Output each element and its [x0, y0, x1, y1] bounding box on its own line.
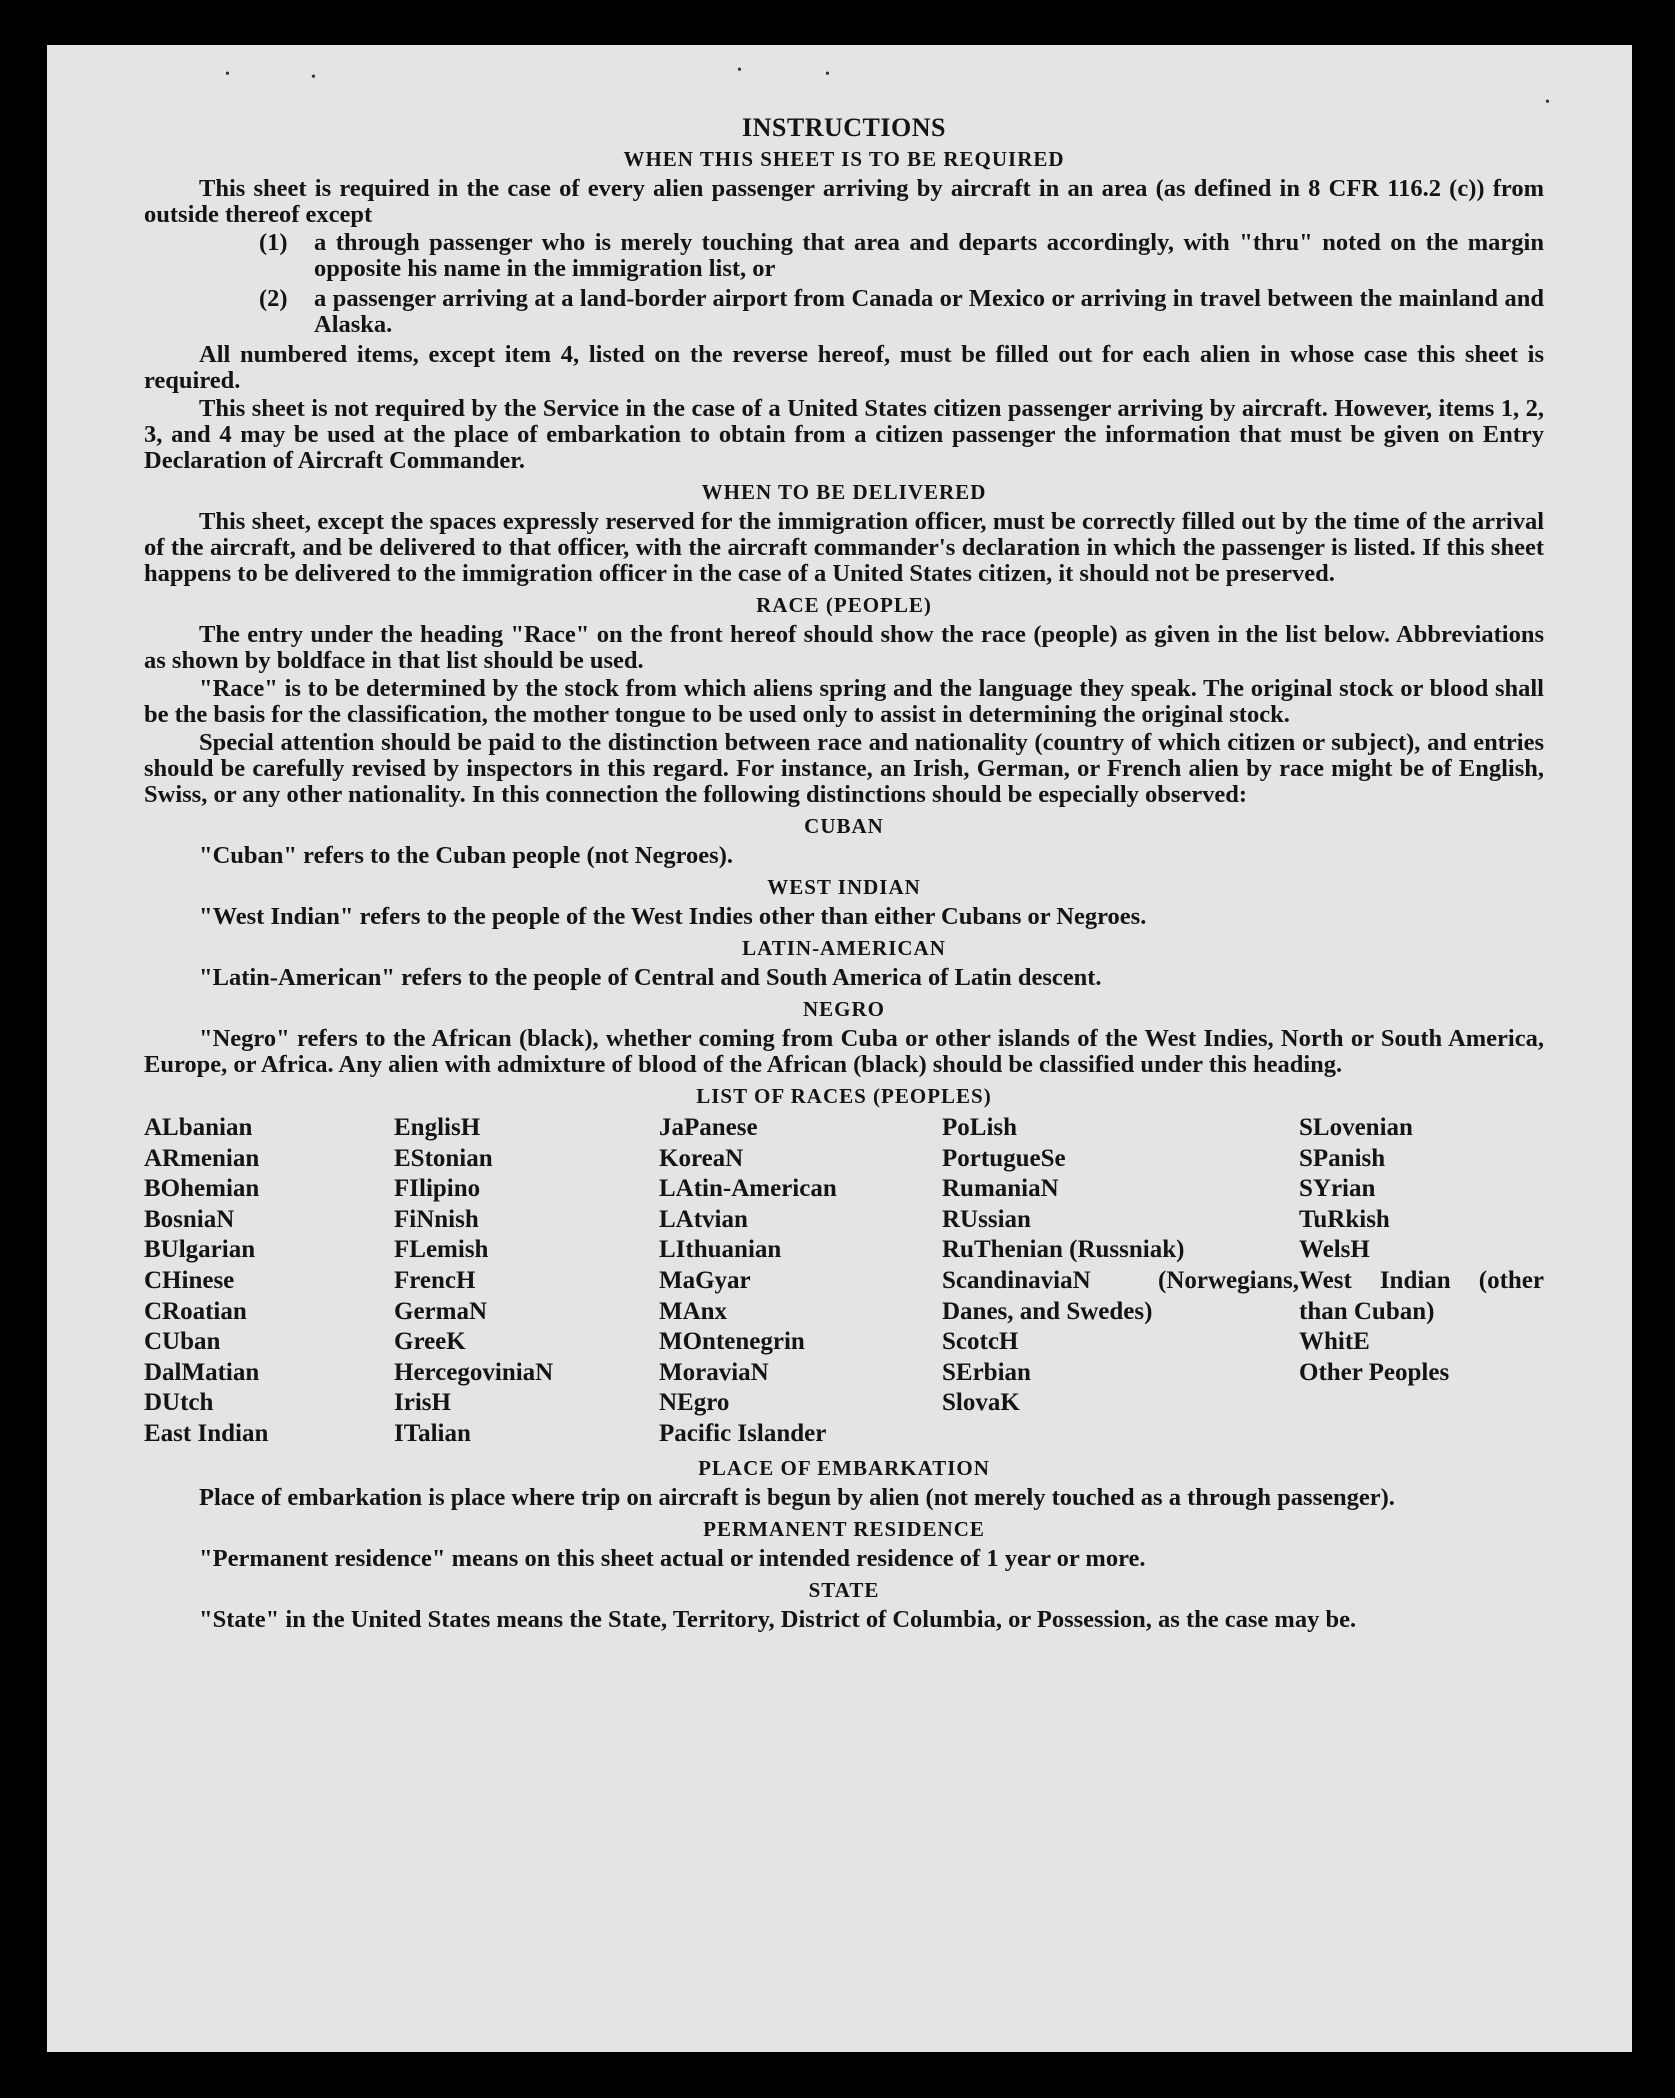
permanent-residence-text: "Permanent residence" means on this sheet actual or intended residence of 1 year or more. — [199, 1544, 1146, 1572]
latin-american-heading: LATIN-AMERICAN — [742, 936, 946, 960]
race-entry: MOntenegrin — [659, 1328, 805, 1356]
race-entry: EStonian — [394, 1144, 493, 1172]
race-entry: EnglisH — [394, 1114, 481, 1141]
races-list — [144, 1113, 1544, 1450]
race-entry: GreeK — [394, 1328, 466, 1356]
ink-speck: • — [225, 67, 230, 82]
race-entry: ITalian — [394, 1419, 471, 1447]
citizen-paragraph: This sheet is not required by the Service in the case of a United States citizen passenger arriving by aircraft. However, items 1, 2, 3, and 4 may be used at the place of embarkation to obtain from a citizen passenger the information that must be given on Entry Declaration of Aircraft Commander. — [144, 395, 1544, 474]
race-entry: BUlgarian — [144, 1236, 256, 1264]
race-entry: GermaN — [394, 1297, 488, 1325]
cuban-text: "Cuban" refers to the Cuban people (not Negroes). — [199, 842, 733, 869]
race-entry: ScotcH — [942, 1328, 1019, 1356]
race-entry: BosniaN — [144, 1205, 235, 1233]
ink-speck: • — [737, 63, 742, 78]
race-entry: CHinese — [144, 1266, 235, 1294]
race-paragraph-2: "Race" is to be determined by the stock from which aliens spring and the language they speak. The original stock or blood shall be the basis for the classification, the mother tongue to be used only to assist in determining the original stock. — [144, 675, 1544, 728]
races-column-4 — [942, 1113, 1299, 1450]
list-of-races-heading: LIST OF RACES (PEOPLES) — [696, 1084, 992, 1108]
document-page — [47, 45, 1632, 2052]
race-entry: ARmenian — [144, 1144, 260, 1172]
race-entry: West Indian (other than Cuban) — [1299, 1266, 1544, 1325]
west-indian-text: "West Indian" refers to the people of the West Indies other than either Cubans or Negroes. — [199, 903, 1147, 930]
race-heading: RACE (PEOPLE) — [756, 593, 932, 617]
race-entry: IrisH — [394, 1389, 451, 1417]
cuban-heading: CUBAN — [804, 814, 884, 838]
race-entry: SLovenian — [1299, 1114, 1413, 1141]
race-entry: ALbanian — [144, 1114, 253, 1141]
race-entry: HercegoviniaN — [394, 1358, 554, 1386]
race-entry: RuThenian (Russniak) — [942, 1236, 1185, 1264]
ink-speck: • — [825, 67, 830, 82]
races-column-5 — [1299, 1113, 1544, 1450]
when-delivered-text: This sheet, except the spaces expressly reserved for the immigration officer, must be correctly filled out by the time of the arrival of the aircraft, and be delivered to that officer, with the aircraft commander's declaration in which the passenger is listed. If this sheet happens to be delivered to the immigration officer in the case of a United States citizen, it should not be preserved. — [144, 508, 1544, 587]
race-entry: CUban — [144, 1328, 221, 1356]
item-number: (2) — [259, 285, 288, 312]
race-entry: PortugueSe — [942, 1144, 1066, 1172]
race-entry: MoraviaN — [659, 1358, 769, 1386]
race-entry: LAtvian — [659, 1205, 748, 1233]
race-paragraph-3: Special attention should be paid to the distinction between race and nationality (country of which citizen or subject), and entries should be carefully revised by inspectors in this regard. For instance, an Irish, German, or French alien by race might be of English, Swiss, or any other nationality. In this connection the following distinctions should be especially observed: — [144, 729, 1544, 808]
race-entry: WelsH — [1299, 1236, 1370, 1264]
race-entry: Other Peoples — [1299, 1358, 1450, 1386]
race-entry: MAnx — [659, 1297, 728, 1325]
state-text: "State" in the United States means the State, Territory, District of Columbia, or Possession, as the case may be. — [199, 1605, 1357, 1633]
race-entry: WhitE — [1299, 1328, 1370, 1356]
race-entry: SPanish — [1299, 1144, 1386, 1172]
numbered-items-paragraph: All numbered items, except item 4, listed on the reverse hereof, must be filled out for each alien in whose case this sheet is required. — [144, 341, 1544, 394]
race-entry: BOhemian — [144, 1175, 260, 1203]
negro-text: "Negro" refers to the African (black), whether coming from Cuba or other islands of the West Indies, North or South America, Europe, or Africa. Any alien with admixture of blood of the African (black) should be classified under this heading. — [144, 1025, 1544, 1078]
race-entry: DalMatian — [144, 1358, 260, 1386]
race-entry: MaGyar — [659, 1266, 751, 1294]
race-entry: KoreaN — [659, 1144, 744, 1172]
ink-speck: • — [1545, 95, 1550, 110]
race-entry: SErbian — [942, 1358, 1031, 1386]
exception-item — [259, 286, 1544, 338]
race-entry: RumaniaN — [942, 1175, 1059, 1203]
item-text: a passenger arriving at a land-border airport from Canada or Mexico or arriving in travel between the mainland and Alaska. — [314, 285, 1544, 338]
west-indian-heading: WEST INDIAN — [767, 875, 921, 899]
permanent-residence-heading: PERMANENT RESIDENCE — [703, 1516, 985, 1541]
negro-heading: NEGRO — [802, 997, 885, 1021]
race-entry: FLemish — [394, 1236, 489, 1264]
race-entry: LAtin-American — [659, 1175, 837, 1203]
race-entry: JaPanese — [659, 1114, 758, 1141]
page-title: INSTRUCTIONS — [742, 113, 946, 142]
race-entry: TuRkish — [1299, 1205, 1390, 1233]
when-required-intro: This sheet is required in the case of every alien passenger arriving by aircraft in an area (as defined in 8 CFR 116.2 (c)) from outside thereof except — [144, 175, 1544, 228]
race-entry: LIthuanian — [659, 1236, 782, 1264]
race-entry: SlovaK — [942, 1389, 1020, 1417]
state-heading: STATE — [808, 1577, 880, 1602]
race-entry: RUssian — [942, 1205, 1031, 1233]
place-of-embarkation-heading: PLACE OF EMBARKATION — [698, 1455, 990, 1480]
instructions-body — [144, 115, 1544, 1635]
race-entry: ScandinaviaN (Norwegians, Danes, and Swedes) — [942, 1266, 1299, 1325]
race-entry: NEgro — [659, 1389, 730, 1417]
race-entry: FrencH — [394, 1266, 476, 1294]
latin-american-text: "Latin-American" refers to the people of Central and South America of Latin descent. — [199, 964, 1102, 991]
race-entry: PoLish — [942, 1114, 1018, 1141]
race-entry: CRoatian — [144, 1297, 247, 1325]
when-required-heading: WHEN THIS SHEET IS TO BE REQUIRED — [623, 147, 1065, 171]
race-entry: FiNnish — [394, 1205, 479, 1233]
place-of-embarkation-text: Place of embarkation is place where trip on aircraft is begun by alien (not merely touched as a through passenger). — [199, 1483, 1395, 1511]
item-number: (1) — [259, 229, 288, 256]
race-entry: Pacific Islander — [659, 1419, 827, 1447]
item-text: a through passenger who is merely touching that area and departs accordingly, with "thru" noted on the margin opposite his name in the immigration list, or — [314, 229, 1544, 282]
race-paragraph-1: The entry under the heading "Race" on the front hereof should show the race (people) as given in the list below. Abbreviations as shown by boldface in that list should be used. — [144, 621, 1544, 674]
race-entry: DUtch — [144, 1389, 214, 1417]
races-column-2 — [394, 1113, 659, 1450]
exception-item — [259, 230, 1544, 282]
race-entry: East Indian — [144, 1419, 269, 1447]
race-entry: SYrian — [1299, 1175, 1376, 1203]
races-column-1 — [144, 1113, 394, 1450]
race-entry: FIlipino — [394, 1175, 481, 1203]
races-column-3 — [659, 1113, 942, 1450]
ink-speck: • — [311, 70, 316, 85]
when-delivered-heading: WHEN TO BE DELIVERED — [701, 480, 987, 504]
